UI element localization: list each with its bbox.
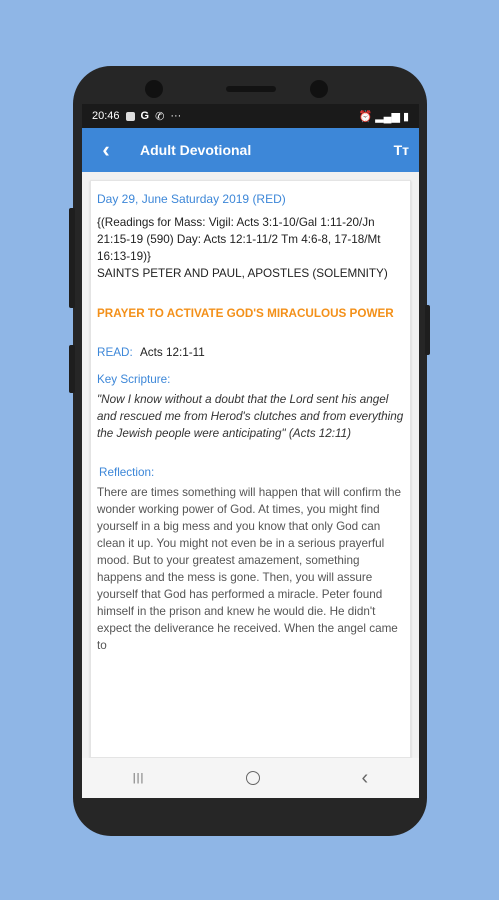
- square-icon: [126, 112, 135, 121]
- read-row: [97, 344, 404, 361]
- side-button-left-top: [69, 208, 75, 308]
- g-icon: G: [140, 110, 150, 122]
- reflection-label: Reflection:: [99, 466, 155, 479]
- whatsapp-icon: ✆: [155, 110, 165, 123]
- signal-icon: ▂▄▆: [375, 110, 400, 123]
- system-nav-bar: [82, 758, 419, 798]
- mass-readings: {(Readings for Mass: Vigil: Acts 3:1-10/Gal 1:11-20/Jn 21:15-19 (590) Day: Acts 12:1-11/2 Tm 4:6-8, 17-18/Mt 16:13-19)}: [97, 216, 381, 263]
- read-label: READ:: [97, 346, 133, 359]
- screen: [82, 104, 419, 798]
- home-icon[interactable]: [246, 771, 260, 785]
- side-button-right: [425, 305, 430, 355]
- devotional-card: [90, 180, 411, 758]
- back-arrow-icon[interactable]: ‹: [102, 137, 110, 162]
- earpiece-speaker: [226, 86, 276, 92]
- feast-title: SAINTS PETER AND PAUL, APOSTLES (SOLEMNITY): [97, 267, 388, 280]
- read-value: Acts 12:1-11: [139, 346, 205, 359]
- more-icon: ···: [170, 110, 182, 122]
- battery-icon: ▮: [402, 110, 409, 123]
- front-camera-right: [310, 80, 328, 98]
- side-button-left-bottom: [69, 345, 75, 393]
- devotional-date: Day 29, June Saturday 2019 (RED): [97, 192, 286, 206]
- page-title: Adult Devotional: [140, 142, 252, 158]
- key-scripture-text: "Now I know without a doubt that the Lord sent his angel and rescued me from Herod's clutches and from everything the Jewish people were anticipating" (Acts 12:11): [97, 393, 404, 440]
- key-scripture-label: Key Scripture:: [97, 373, 171, 386]
- recents-icon[interactable]: |||: [132, 772, 145, 784]
- status-bar: [82, 104, 419, 128]
- content-area[interactable]: [82, 172, 419, 758]
- app-bar: [82, 128, 419, 172]
- status-time: 20:46: [92, 110, 120, 122]
- nav-back-icon[interactable]: ‹: [361, 766, 369, 789]
- front-camera-left: [145, 80, 163, 98]
- prayer-title: PRAYER TO ACTIVATE GOD'S MIRACULOUS POWER: [97, 307, 394, 320]
- font-size-button[interactable]: Tт: [393, 142, 409, 158]
- alarm-icon: ⏰: [358, 110, 373, 123]
- reflection-text: There are times something will happen that will confirm the wonder working power of God. At times, you might find yourself in a big mess and you know that only God can clean it up. You might not even be in a serious prayerful mood. But to your greatest amazement, something happens and the mess is gone. Then, you will assure yourself that God has performed a miracle. Peter found himself in the prison and knew he would die. He didn't expect the deliverance he received. When the angel came to: [97, 486, 402, 652]
